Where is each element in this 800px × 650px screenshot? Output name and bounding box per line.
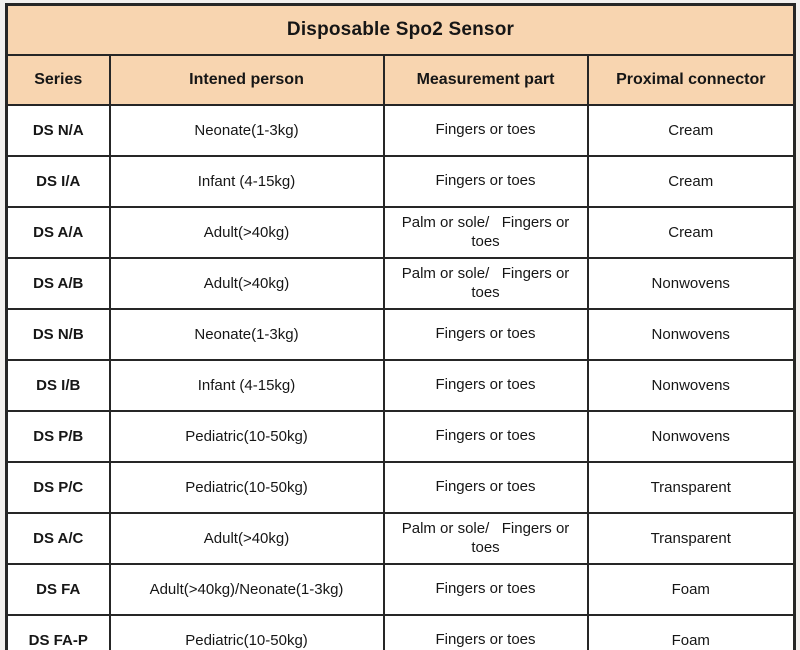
part-cell: Fingers or toes (384, 360, 588, 411)
connector-cell: Foam (588, 615, 795, 650)
series-cell: DS A/C (7, 513, 110, 564)
series-cell: DS N/A (7, 105, 110, 156)
person-cell: Infant (4-15kg) (110, 156, 384, 207)
person-cell: Pediatric(10-50kg) (110, 462, 384, 513)
table-row (7, 411, 795, 462)
series-cell: DS FA (7, 564, 110, 615)
table-row (7, 156, 795, 207)
table-body (7, 105, 795, 650)
connector-cell: Foam (588, 564, 795, 615)
connector-cell: Nonwovens (588, 360, 795, 411)
series-cell: DS I/A (7, 156, 110, 207)
series-cell: DS P/B (7, 411, 110, 462)
table-row (7, 513, 795, 564)
person-cell: Adult(>40kg) (110, 513, 384, 564)
person-cell: Neonate(1-3kg) (110, 309, 384, 360)
part-cell: Fingers or toes (384, 462, 588, 513)
series-cell: DS I/B (7, 360, 110, 411)
person-cell: Adult(>40kg)/Neonate(1-3kg) (110, 564, 384, 615)
connector-cell: Transparent (588, 513, 795, 564)
part-cell: Fingers or toes (384, 309, 588, 360)
person-cell: Neonate(1-3kg) (110, 105, 384, 156)
series-cell: DS A/B (7, 258, 110, 309)
connector-cell: Cream (588, 207, 795, 258)
series-cell: DS N/B (7, 309, 110, 360)
part-cell: Palm or sole/ Fingers or toes (384, 207, 588, 258)
title-row (7, 5, 795, 56)
table-row (7, 258, 795, 309)
table-title: Disposable Spo2 Sensor (7, 5, 795, 56)
person-cell: Infant (4-15kg) (110, 360, 384, 411)
series-cell: DS A/A (7, 207, 110, 258)
table-row (7, 207, 795, 258)
table-row (7, 615, 795, 650)
part-cell: Fingers or toes (384, 156, 588, 207)
part-cell: Fingers or toes (384, 411, 588, 462)
table-row (7, 564, 795, 615)
connector-cell: Cream (588, 156, 795, 207)
connector-cell: Cream (588, 105, 795, 156)
table-row (7, 309, 795, 360)
series-cell: DS FA-P (7, 615, 110, 650)
table-row (7, 360, 795, 411)
spo2-sensor-table (5, 3, 796, 650)
part-cell: Fingers or toes (384, 564, 588, 615)
connector-cell: Transparent (588, 462, 795, 513)
part-cell: Fingers or toes (384, 615, 588, 650)
person-cell: Adult(>40kg) (110, 258, 384, 309)
series-cell: DS P/C (7, 462, 110, 513)
column-header-series: Series (7, 55, 110, 105)
column-header-intended-person: Intened person (110, 55, 384, 105)
part-cell: Palm or sole/ Fingers or toes (384, 513, 588, 564)
connector-cell: Nonwovens (588, 309, 795, 360)
table-row (7, 462, 795, 513)
connector-cell: Nonwovens (588, 258, 795, 309)
part-cell: Fingers or toes (384, 105, 588, 156)
person-cell: Adult(>40kg) (110, 207, 384, 258)
column-header-proximal-connector: Proximal connector (588, 55, 795, 105)
person-cell: Pediatric(10-50kg) (110, 615, 384, 650)
person-cell: Pediatric(10-50kg) (110, 411, 384, 462)
part-cell: Palm or sole/ Fingers or toes (384, 258, 588, 309)
header-row (7, 55, 795, 105)
column-header-measurement-part: Measurement part (384, 55, 588, 105)
connector-cell: Nonwovens (588, 411, 795, 462)
table-row (7, 105, 795, 156)
